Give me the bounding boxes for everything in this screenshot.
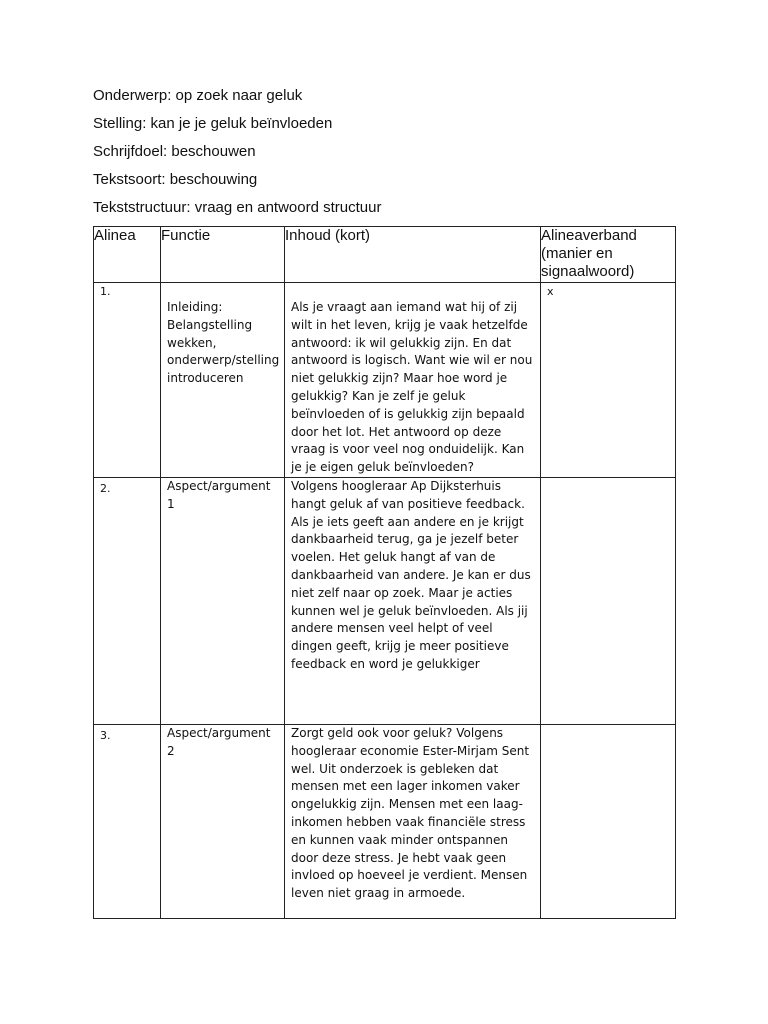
cell-alineaverband [541, 478, 676, 725]
alineaverband-text [541, 725, 675, 727]
alinea-number: 2. [100, 482, 111, 495]
table-row [94, 725, 676, 919]
functie-text: Inleiding: Belangstelling wekken, onderwerp/stelling introduceren [167, 300, 280, 386]
functie-text: Aspect/argument 2 [167, 726, 271, 758]
cell-alinea [94, 478, 161, 725]
stelling-line: Stelling: kan je je geluk beïnvloeden [93, 115, 333, 132]
alinea-number: 1. [100, 285, 111, 298]
alineaverband-text [541, 478, 675, 480]
cell-alineaverband [541, 283, 676, 478]
cell-inhoud [285, 725, 541, 919]
cell-alineaverband [541, 725, 676, 919]
alinea-number: 3. [100, 729, 111, 742]
inhoud-text: Als je vraagt aan iemand wat hij of zij wilt in het leven, krijg je vaak hetzelfde antwoord: ik wil gelukkig zijn. En dat antwoord is logisch. Want wie wil er nou niet gelukkig zijn? Maar hoe word je gelukkig? Kan je zelf je geluk beïnvloeden of is gelukkig zijn bepaald door het lot. Het antwoord op deze vraag is voor veel nog onduidelijk. Kan je je eigen geluk beïnvloeden? [291, 300, 533, 475]
structure-table [93, 226, 676, 919]
header-functie: Functie [161, 227, 285, 283]
tekstsoort-line: Tekstsoort: beschouwing [93, 171, 258, 188]
alineaverband-text: x [547, 285, 554, 298]
table-row [94, 478, 676, 725]
table-header-row [94, 227, 676, 283]
schrijfdoel-line: Schrijfdoel: beschouwen [93, 143, 256, 160]
cell-alinea [94, 725, 161, 919]
functie-text: Aspect/argument 1 [167, 479, 271, 511]
table-row [94, 283, 676, 478]
header-inhoud: Inhoud (kort) [285, 227, 541, 283]
inhoud-text: Volgens hoogleraar Ap Dijksterhuis hangt geluk af van positieve feedback. Als je iets geeft aan andere en je krijgt dankbaarheid terug, ga je jezelf beter voelen. Het geluk hangt af van de dankbaarheid van andere. Je kan er dus niet zelf naar op zoek. Maar je acties kunnen wel je geluk beïnvloeden. Als jij andere mensen veel helpt of veel dingen geeft, krijg je meer positieve feedback en word je gelukkiger [291, 479, 531, 671]
inhoud-text: Zorgt geld ook voor geluk? Volgens hoogleraar economie Ester-Mirjam Sent wel. Uit onderzoek is gebleken dat mensen met een lager inkomen vaker ongelukkig zijn. Mensen met een laag-inkomen hebben vaak financiële stress en kunnen vaak minder ontspannen door deze stress. Je hebt vaak geen invloed op hoeveel je verdient. Mensen leven niet graag in armoede. [291, 726, 530, 901]
header-alineaverband: Alineaverband (manier en signaalwoord) [541, 227, 676, 283]
header-alinea: Alinea [94, 227, 161, 283]
cell-inhoud [285, 283, 541, 478]
tekststructuur-line: Tekststructuur: vraag en antwoord structuur [93, 199, 382, 216]
cell-alinea [94, 283, 161, 478]
cell-functie [161, 283, 285, 478]
onderwerp-line: Onderwerp: op zoek naar geluk [93, 87, 303, 104]
cell-functie [161, 478, 285, 725]
cell-inhoud [285, 478, 541, 725]
cell-functie [161, 725, 285, 919]
